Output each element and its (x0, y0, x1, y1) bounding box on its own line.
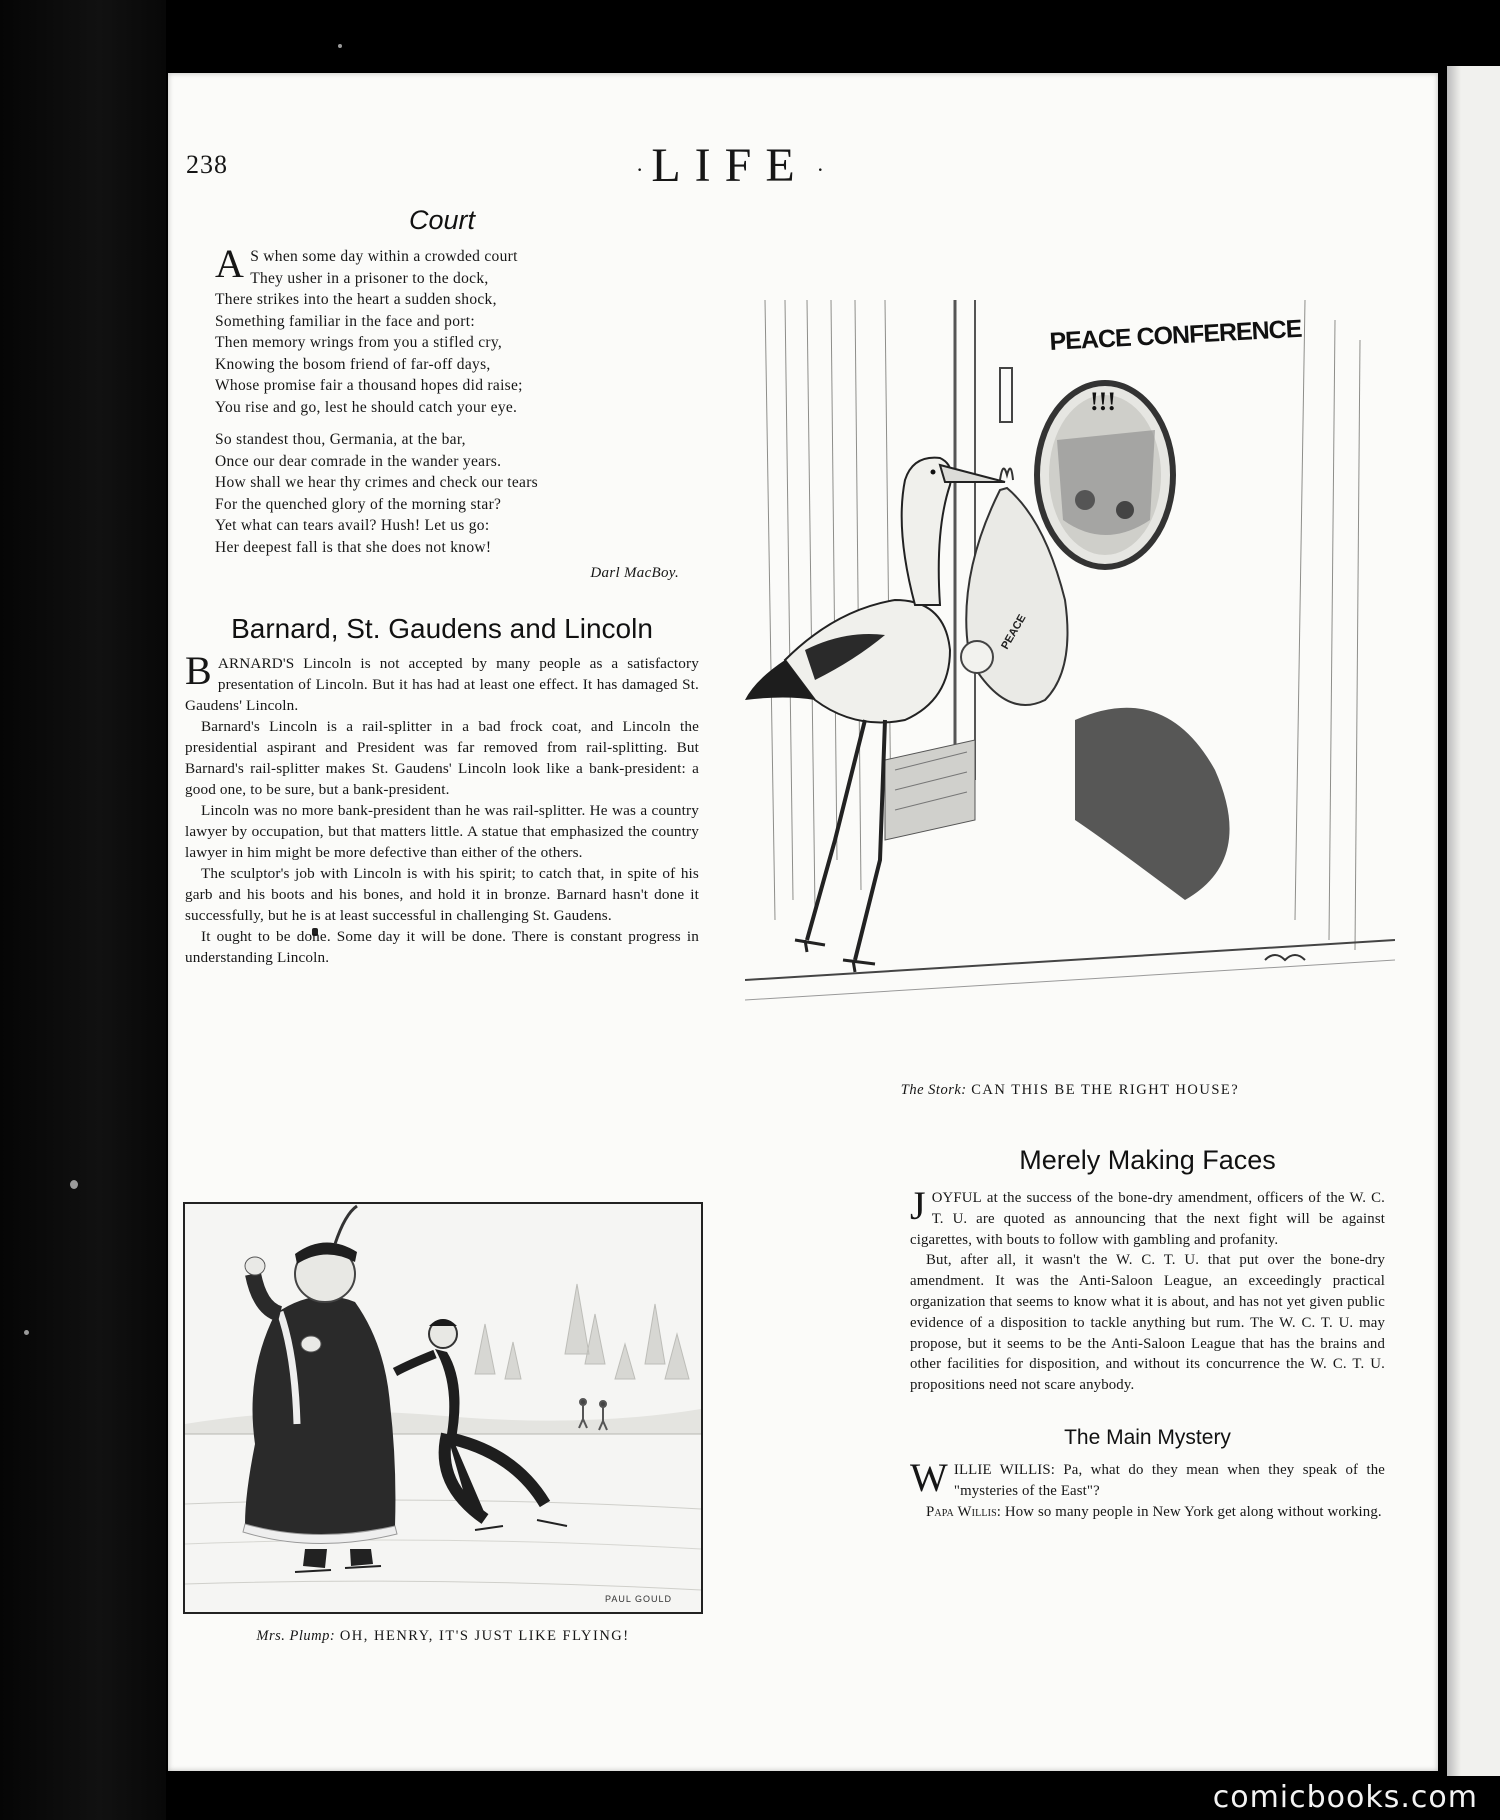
scan-speck (338, 44, 342, 48)
paragraph: It ought to be done. Some day it will be done. There is constant progress in understanding Lincoln. (185, 927, 699, 966)
poem-line: For the quenched glory of the morning star? (215, 495, 502, 513)
poem-line: They usher in a prisoner to the dock, (250, 269, 489, 287)
right-column (910, 1145, 1385, 1522)
scan-speck (24, 1330, 29, 1335)
paragraph-text: Lincoln is not accepted by many people as a satisfactory presentation of Lincoln. But it has had at least one effect. It has damaged St. Gaudens' Lincoln. (185, 654, 699, 714)
poem-line: Once our dear comrade in the wander years. (215, 452, 502, 470)
paragraph: Barnard's Lincoln is a rail-splitter in a bad frock coat, and Lincoln the presidential aspirant and President was far removed from rail-splitting. But Barnard's rail-splitter makes St. Gaudens' Lincoln look like a bank-president: a good one, to be sure, but a bank-president. (185, 717, 699, 798)
dropcap: B (185, 647, 212, 693)
next-page-edge (1442, 66, 1500, 1776)
dropcap: W (910, 1454, 948, 1500)
article-faces (910, 1183, 1385, 1396)
page-number: 238 (186, 150, 228, 179)
poem-line: There strikes into the heart a sudden shock, (215, 291, 497, 308)
dialogue-text: How so many people in New York get along without working. (1001, 1503, 1382, 1520)
poem-line: You rise and go, lest he should catch your eye. (215, 398, 518, 416)
scan-speck (70, 1180, 78, 1189)
caption-ice (183, 1628, 703, 1645)
dropcap: J (910, 1183, 926, 1228)
cartoon-stork (745, 300, 1395, 1080)
watermark: comicbooks.com (1212, 1780, 1478, 1815)
lead-word: OYFUL (931, 1190, 982, 1206)
poem-line: Whose promise fair a thousand hopes did raise; (215, 377, 523, 394)
poem-author: Darl MacBoy. (590, 565, 679, 581)
paragraph: Lincoln was no more bank-president than he was rail-splitter. He was a country lawyer by occupation, but that matters little. A statue that emphasized the country lawyer in him might be more defective than either of the others. (185, 801, 699, 861)
stork-illustration (745, 300, 1395, 1080)
poem-line: How shall we hear thy crimes and check our tears (215, 474, 538, 491)
exclaim-marks: !!! (1090, 387, 1116, 416)
poem-line: So standest thou, Germania, at the bar, (215, 431, 466, 448)
artist-signature: PAUL GOULD (605, 1594, 673, 1604)
poem-stanza-2 (215, 429, 699, 558)
paragraph-text: at the success of the bone-dry amendment, officers of the W. C. T. U. are quoted as announcing that the next fight will be against cigarettes, with bouts to follow with gambling and profanity. (910, 1190, 1385, 1248)
masthead-dot: · (636, 156, 644, 182)
dialogue-text: Pa, what do they mean when they speak of the "mysteries of the East"? (953, 1461, 1386, 1499)
caption-speaker: Mrs. Plump: (256, 1628, 336, 1644)
speaker-name: ILLIE WILLIS: (953, 1461, 1056, 1478)
poem-dropcap: A (215, 241, 245, 286)
article-title-mystery: The Main Mystery (1064, 1425, 1231, 1449)
paragraph: But, after all, it wasn't the W. C. T. U. that put over the bone-dry amendment. It was the Anti-Saloon League, an exceedingly practical organization that seems to know what it is about, and has not yet given public evidence of a disposition to tackle anything but rum. The W. C. T. U. may propose, but it seems to be the Anti-Saloon League that has the brains and other facilities for disposition, and without its concurrence the W. C. T. U. propositions need not scare anybody. (910, 1252, 1385, 1394)
poem-stanza-1 (215, 241, 699, 418)
poem-line: Her deepest fall is that she does not know! (215, 538, 492, 556)
left-column (185, 205, 699, 968)
caption-text: CAN THIS BE THE RIGHT HOUSE? (971, 1082, 1240, 1098)
article-barnard (185, 647, 699, 968)
poem-line: Then memory wrings from you a stifled cry, (215, 334, 503, 351)
dialogue-line (910, 1502, 1385, 1523)
poem-line: S when some day within a crowded court (250, 248, 518, 265)
dialogue-line (910, 1454, 1386, 1502)
caption-text: OH, HENRY, IT'S JUST LIKE FLYING! (339, 1628, 630, 1644)
paragraph (910, 1183, 1385, 1250)
scan-border-left (0, 0, 166, 1820)
article-title-barnard: Barnard, St. Gaudens and Lincoln (231, 612, 653, 644)
door-sign: PEACE CONFERENCE (1048, 314, 1303, 356)
paragraph (185, 647, 699, 716)
lead-word: ARNARD'S (217, 654, 295, 672)
bundle-label: PEACE (999, 612, 1029, 652)
paragraph: The sculptor's job with Lincoln is with his spirit; to catch that, in spite of his garb and his boots and his bones, and hold it in bronze. Barnard hasn't done it successfully, but he is at least successful in challenging St. Gaudens. (185, 864, 699, 924)
article-title-faces: Merely Making Faces (1019, 1145, 1276, 1175)
poem (215, 241, 699, 585)
poem-line: Something familiar in the face and port: (215, 312, 475, 330)
cartoon-ice-skating (183, 1202, 703, 1614)
masthead (500, 138, 960, 193)
poem-title: Court (408, 205, 476, 235)
caption-stork (745, 1082, 1395, 1099)
masthead-dot: · (816, 156, 824, 182)
article-mystery (910, 1454, 1386, 1522)
ice-skating-illustration (185, 1204, 701, 1612)
speaker-name: Papa Willis: (926, 1503, 1002, 1520)
masthead-title: LIFE (651, 139, 809, 192)
poem-line: Knowing the bosom friend of far-off days, (215, 355, 491, 373)
caption-speaker: The Stork: (900, 1082, 967, 1098)
poem-line: Yet what can tears avail? Hush! Let us go: (215, 517, 490, 534)
